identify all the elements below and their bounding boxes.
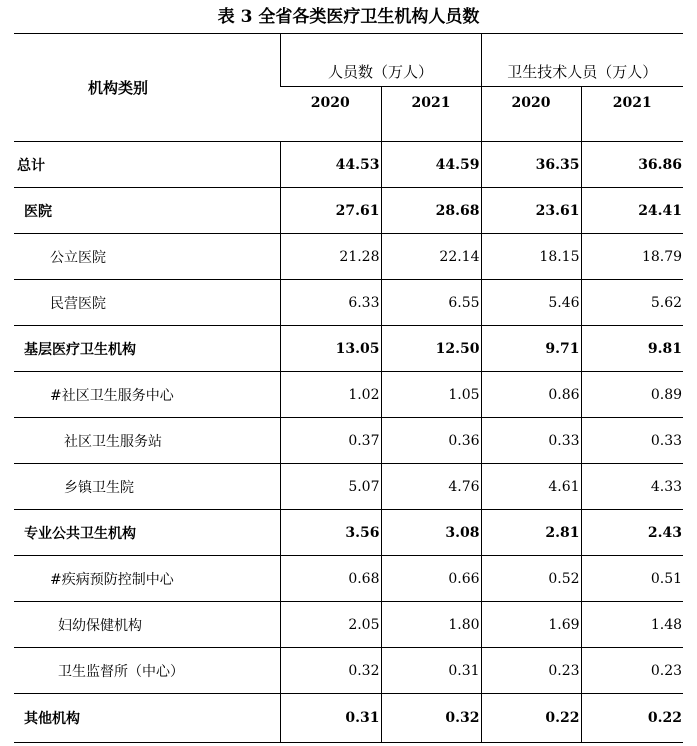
cell-value: 1.80 [381,602,481,648]
row-label: 医院 [14,188,280,234]
cell-value: 27.61 [280,188,381,234]
cell-value: 2.81 [481,510,581,556]
group-header-personnel: 人员数（万人） [280,34,481,87]
table-row [14,142,683,188]
row-label: 民营医院 [14,280,280,326]
cell-value: 0.31 [280,694,381,743]
cell-value: 0.36 [381,418,481,464]
cell-value: 18.15 [481,234,581,280]
personnel-table [14,33,683,743]
cell-value: 36.86 [581,142,683,188]
table-row [14,188,683,234]
cell-value: 4.33 [581,464,683,510]
cell-value: 0.37 [280,418,381,464]
cell-value: 5.62 [581,280,683,326]
row-label: 妇幼保健机构 [14,602,280,648]
row-label: 卫生监督所（中心） [14,648,280,694]
cell-value: 0.33 [481,418,581,464]
cell-value: 0.22 [481,694,581,743]
cell-value: 1.02 [280,372,381,418]
row-label: 专业公共卫生机构 [14,510,280,556]
cell-value: 0.32 [280,648,381,694]
row-label: 基层医疗卫生机构 [14,326,280,372]
cell-value: 0.23 [581,648,683,694]
row-label: 乡镇卫生院 [14,464,280,510]
cell-value: 3.56 [280,510,381,556]
cell-value: 2.43 [581,510,683,556]
cell-value: 44.59 [381,142,481,188]
cell-value: 44.53 [280,142,381,188]
cell-value: 0.32 [381,694,481,743]
cell-value: 1.48 [581,602,683,648]
cell-value: 9.71 [481,326,581,372]
cell-value: 5.46 [481,280,581,326]
cell-value: 0.51 [581,556,683,602]
cell-value: 0.89 [581,372,683,418]
cell-value: 24.41 [581,188,683,234]
cell-value: 21.28 [280,234,381,280]
row-label: #疾病预防控制中心 [14,556,280,602]
year-header: 2020 [481,87,581,142]
table-row [14,418,683,464]
cell-value: 0.86 [481,372,581,418]
cell-value: 4.61 [481,464,581,510]
table-row [14,602,683,648]
cell-value: 0.66 [381,556,481,602]
cell-value: 1.05 [381,372,481,418]
cell-value: 6.55 [381,280,481,326]
cell-value: 2.05 [280,602,381,648]
cell-value: 28.68 [381,188,481,234]
cell-value: 4.76 [381,464,481,510]
table-row [14,510,683,556]
table-row [14,326,683,372]
cell-value: 0.22 [581,694,683,743]
cell-value: 0.31 [381,648,481,694]
cell-value: 5.07 [280,464,381,510]
cell-value: 6.33 [280,280,381,326]
cell-value: 0.23 [481,648,581,694]
group-header-health-technicians: 卫生技术人员（万人） [481,34,683,87]
year-header: 2020 [280,87,381,142]
cell-value: 13.05 [280,326,381,372]
cell-value: 36.35 [481,142,581,188]
row-label: #社区卫生服务中心 [14,372,280,418]
row-label: 其他机构 [14,694,280,743]
year-header: 2021 [381,87,481,142]
cell-value: 1.69 [481,602,581,648]
cell-value: 9.81 [581,326,683,372]
row-label: 公立医院 [14,234,280,280]
cell-value: 0.52 [481,556,581,602]
table-row [14,280,683,326]
table-title: 表 3 全省各类医疗卫生机构人员数 [217,7,480,27]
row-label: 社区卫生服务站 [14,418,280,464]
cell-value: 22.14 [381,234,481,280]
table-row [14,556,683,602]
row-label: 总计 [14,142,280,188]
table-row [14,464,683,510]
cell-value: 0.68 [280,556,381,602]
cell-value: 12.50 [381,326,481,372]
table-row [14,694,683,743]
cell-value: 23.61 [481,188,581,234]
cell-value: 3.08 [381,510,481,556]
table-row [14,372,683,418]
row-header-category: 机构类别 [14,34,280,142]
year-header: 2021 [581,87,683,142]
cell-value: 18.79 [581,234,683,280]
table-row [14,648,683,694]
cell-value: 0.33 [581,418,683,464]
table-row [14,234,683,280]
